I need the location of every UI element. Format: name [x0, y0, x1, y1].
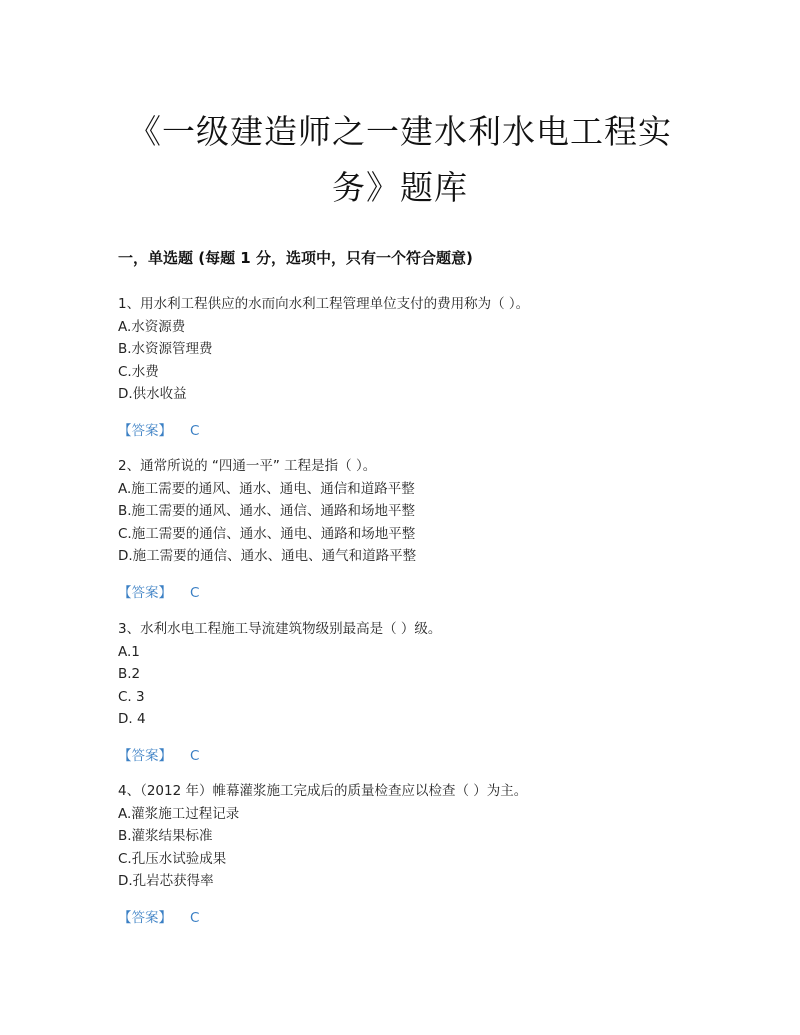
title-line-2: 务》题库 [332, 168, 468, 207]
question-stem: 4、（2012 年）帷幕灌浆施工完成后的质量检查应以检查（ ）为主。 [118, 783, 528, 799]
question-2 [118, 455, 718, 604]
answer-label: 【答案】 [118, 584, 172, 601]
option-c: C.孔压水试验成果 [118, 850, 227, 867]
question-1 [118, 293, 718, 442]
document-title [90, 104, 710, 216]
answer-line [118, 907, 718, 929]
option-b: B.施工需要的通风、通水、通信、通路和场地平整 [118, 503, 416, 519]
answer-value: C [190, 909, 200, 926]
option-b: B.灌浆结果标准 [118, 828, 213, 844]
question-stem: 2、通常所说的 “四通一平” 工程是指（ ）。 [118, 458, 377, 474]
option-a: A.1 [118, 643, 140, 660]
option-d: D.施工需要的通信、通水、通电、通气和道路平整 [118, 548, 417, 564]
answer-label: 【答案】 [118, 909, 172, 926]
option-b: B.2 [118, 666, 141, 682]
option-a: A.水资源费 [118, 318, 186, 335]
answer-label: 【答案】 [118, 747, 172, 764]
option-d: D.供水收益 [118, 386, 187, 402]
answer-value: C [190, 747, 200, 764]
option-d: D. 4 [118, 711, 146, 727]
question-4 [118, 780, 718, 929]
option-b: B.水资源管理费 [118, 341, 213, 357]
option-c: C. 3 [118, 688, 145, 705]
option-a: A.灌浆施工过程记录 [118, 805, 240, 822]
question-3 [118, 618, 718, 767]
answer-line [118, 582, 718, 604]
question-stem: 3、水利水电工程施工导流建筑物级别最高是（ ）级。 [118, 621, 442, 637]
answer-label: 【答案】 [118, 422, 172, 439]
option-c: C.水费 [118, 363, 159, 380]
answer-value: C [190, 422, 200, 439]
option-d: D.孔岩芯获得率 [118, 873, 214, 889]
answer-line [118, 420, 718, 442]
question-stem: 1、用水利工程供应的水而向水利工程管理单位支付的费用称为（ ）。 [118, 296, 530, 312]
answer-line [118, 745, 718, 767]
option-c: C.施工需要的通信、通水、通电、通路和场地平整 [118, 525, 416, 542]
title-line-1: 《一级建造师之一建水利水电工程实 [128, 112, 672, 151]
answer-value: C [190, 584, 200, 601]
option-a: A.施工需要的通风、通水、通电、通信和道路平整 [118, 480, 415, 497]
section-heading: 一，单选题 (每题 1 分，选项中，只有一个符合题意) [118, 249, 473, 267]
